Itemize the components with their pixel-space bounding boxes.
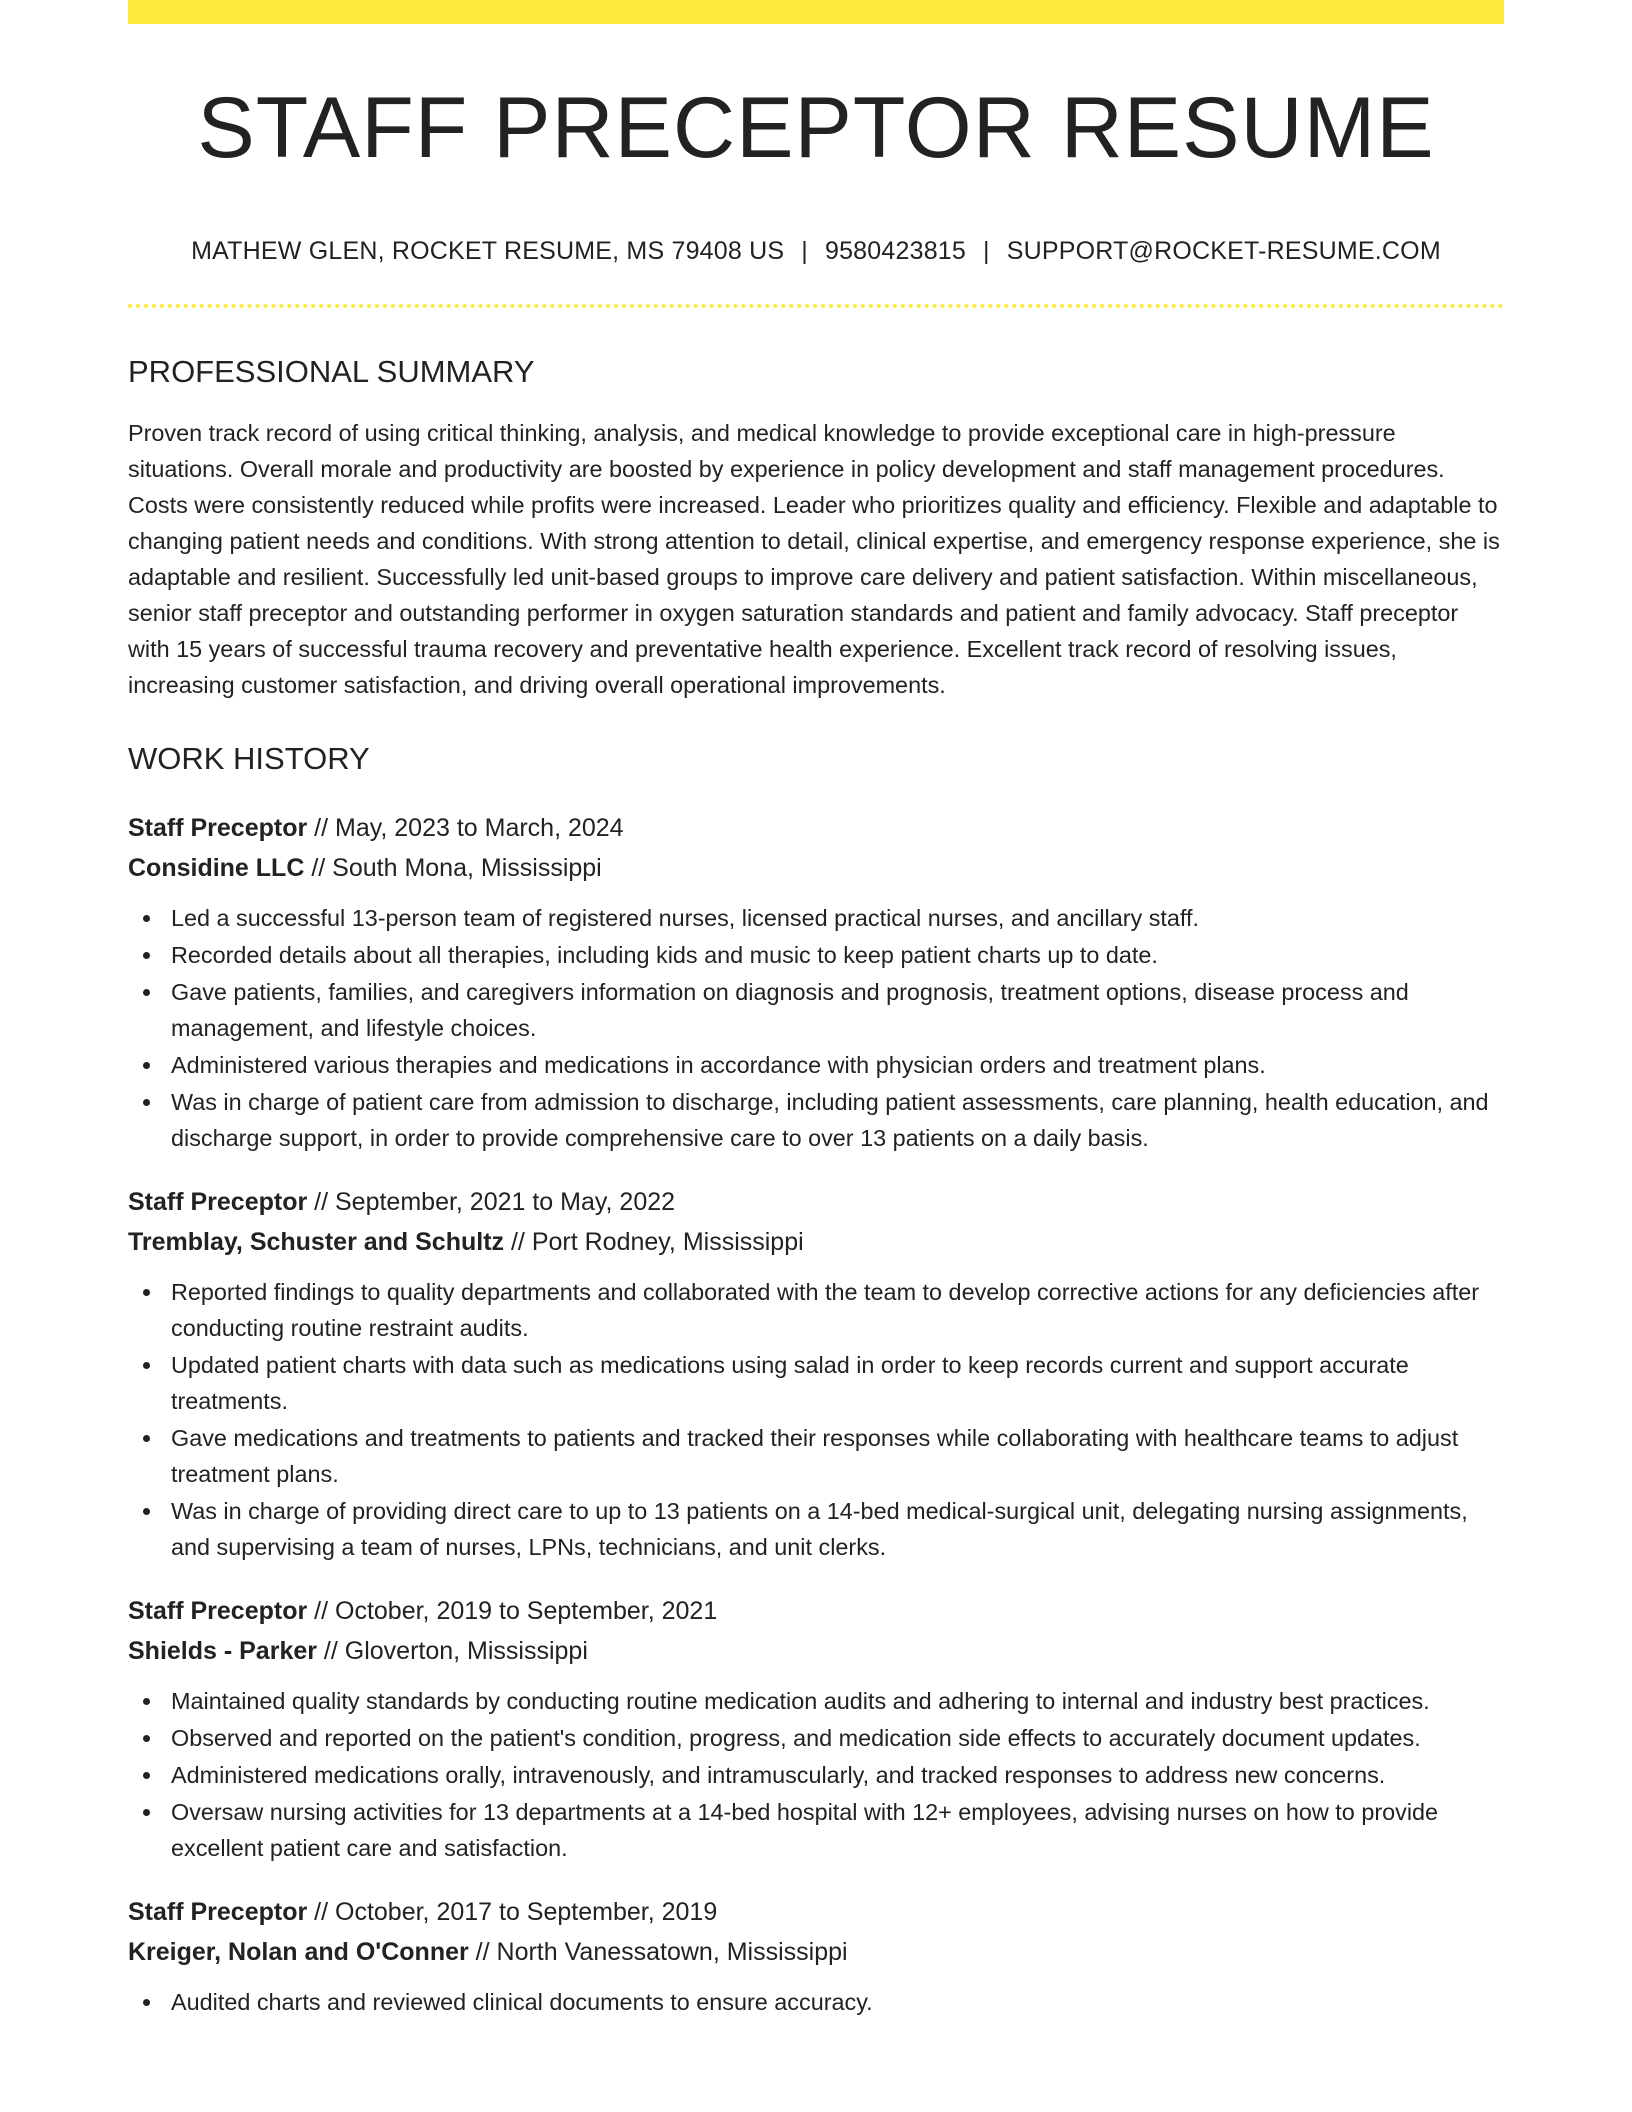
summary-heading: PROFESSIONAL SUMMARY: [128, 354, 535, 389]
job-company-line: [128, 848, 1504, 888]
job-title: Staff Preceptor: [128, 1898, 308, 1926]
job-bullet: Administered various therapies and medications in accordance with physician orders and treatment plans.: [128, 1047, 1504, 1083]
contact-email: SUPPORT@ROCKET-RESUME.COM: [1006, 237, 1441, 265]
job-company: Considine LLC: [128, 854, 305, 882]
job-title: Staff Preceptor: [128, 1188, 308, 1216]
job-entry: [128, 808, 1504, 1156]
accent-bar: [128, 0, 1504, 24]
work-history-list: [128, 808, 1504, 2020]
job-title-line: [128, 1892, 1504, 1932]
job-entry: [128, 1182, 1504, 1565]
job-bullets: [128, 1274, 1504, 1565]
job-dates: // October, 2019 to September, 2021: [307, 1597, 718, 1625]
job-title-line: [128, 808, 1504, 848]
resume-title: STAFF PRECEPTOR RESUME: [197, 80, 1435, 176]
resume-page: [128, 0, 1504, 2021]
job-entry: [128, 1591, 1504, 1866]
job-company: Tremblay, Schuster and Schultz: [128, 1228, 505, 1256]
job-location: // Gloverton, Mississippi: [316, 1637, 588, 1665]
job-bullet: Recorded details about all therapies, including kids and music to keep patient charts up to date.: [128, 937, 1504, 973]
job-entry: [128, 1892, 1504, 2020]
contact-address: MATHEW GLEN, ROCKET RESUME, MS 79408 US: [191, 237, 785, 265]
job-bullet: Observed and reported on the patient's condition, progress, and medication side effects to accurately document updates.: [128, 1720, 1504, 1756]
job-bullet: Led a successful 13-person team of registered nurses, licensed practical nurses, and ancillary staff.: [128, 900, 1504, 936]
job-dates: // September, 2021 to May, 2022: [307, 1188, 676, 1216]
job-dates: // May, 2023 to March, 2024: [307, 814, 624, 842]
job-bullet: Was in charge of patient care from admission to discharge, including patient assessments, care planning, health education, and discharge support, in order to provide comprehensive care to over 13 patients on a daily basis.: [128, 1084, 1504, 1156]
contact-separator: |: [983, 237, 990, 265]
job-bullets: [128, 1984, 1504, 2020]
job-company: Shields - Parker: [128, 1637, 317, 1665]
job-dates: // October, 2017 to September, 2019: [307, 1898, 718, 1926]
job-bullet: Administered medications orally, intravenously, and intramuscularly, and tracked responses to address new concerns.: [128, 1757, 1504, 1793]
contact-line: [128, 239, 1504, 264]
work-history-heading: WORK HISTORY: [128, 741, 370, 776]
summary-text: Proven track record of using critical thinking, analysis, and medical knowledge to provide exceptional care in high-pressure situations. Overall morale and productivity are boosted by experience in policy development and staff management procedures. Costs were consistently reduced while profits were increased. Leader who prioritizes quality and efficiency. Flexible and adaptable to changing patient needs and conditions. With strong attention to detail, clinical expertise, and emergency response experience, she is adaptable and resilient. Successfully led unit-based groups to improve care delivery and patient satisfaction. Within miscellaneous, senior staff preceptor and outstanding performer in oxygen saturation standards and patient and family advocacy. Staff preceptor with 15 years of successful trauma recovery and preventative health experience. Excellent track record of resolving issues, increasing customer satisfaction, and driving overall operational improvements.: [128, 420, 1500, 698]
job-title: Staff Preceptor: [128, 814, 308, 842]
job-bullet: Reported findings to quality departments and collaborated with the team to develop corrective actions for any deficiencies after conducting routine restraint audits.: [128, 1274, 1504, 1346]
contact-phone: 9580423815: [824, 237, 967, 265]
job-company-line: [128, 1222, 1504, 1262]
job-company-line: [128, 1631, 1504, 1671]
job-bullet: Oversaw nursing activities for 13 departments at a 14-bed hospital with 12+ employees, advising nurses on how to provide excellent patient care and satisfaction.: [128, 1794, 1504, 1866]
job-location: // North Vanessatown, Mississippi: [468, 1938, 848, 1966]
job-bullet: Maintained quality standards by conducting routine medication audits and adhering to internal and industry best practices.: [128, 1683, 1504, 1719]
job-bullet: Gave patients, families, and caregivers information on diagnosis and prognosis, treatment options, disease process and management, and lifestyle choices.: [128, 974, 1504, 1046]
job-title-line: [128, 1182, 1504, 1222]
job-location: // Port Rodney, Mississippi: [504, 1228, 804, 1256]
job-bullet: Audited charts and reviewed clinical documents to ensure accuracy.: [128, 1984, 1504, 2020]
job-title-line: [128, 1591, 1504, 1631]
job-bullet: Gave medications and treatments to patients and tracked their responses while collaborating with healthcare teams to adjust treatment plans.: [128, 1420, 1504, 1492]
job-company-line: [128, 1932, 1504, 1972]
job-bullets: [128, 900, 1504, 1156]
contact-separator: |: [801, 237, 808, 265]
job-bullet: Updated patient charts with data such as medications using salad in order to keep records current and support accurate treatments.: [128, 1347, 1504, 1419]
job-location: // South Mona, Mississippi: [304, 854, 602, 882]
job-title: Staff Preceptor: [128, 1597, 308, 1625]
job-bullet: Was in charge of providing direct care to up to 13 patients on a 14-bed medical-surgical unit, delegating nursing assignments, and supervising a team of nurses, LPNs, technicians, and unit clerks.: [128, 1493, 1504, 1565]
job-bullets: [128, 1683, 1504, 1866]
job-company: Kreiger, Nolan and O'Conner: [128, 1938, 469, 1966]
dotted-divider: [128, 304, 1504, 308]
